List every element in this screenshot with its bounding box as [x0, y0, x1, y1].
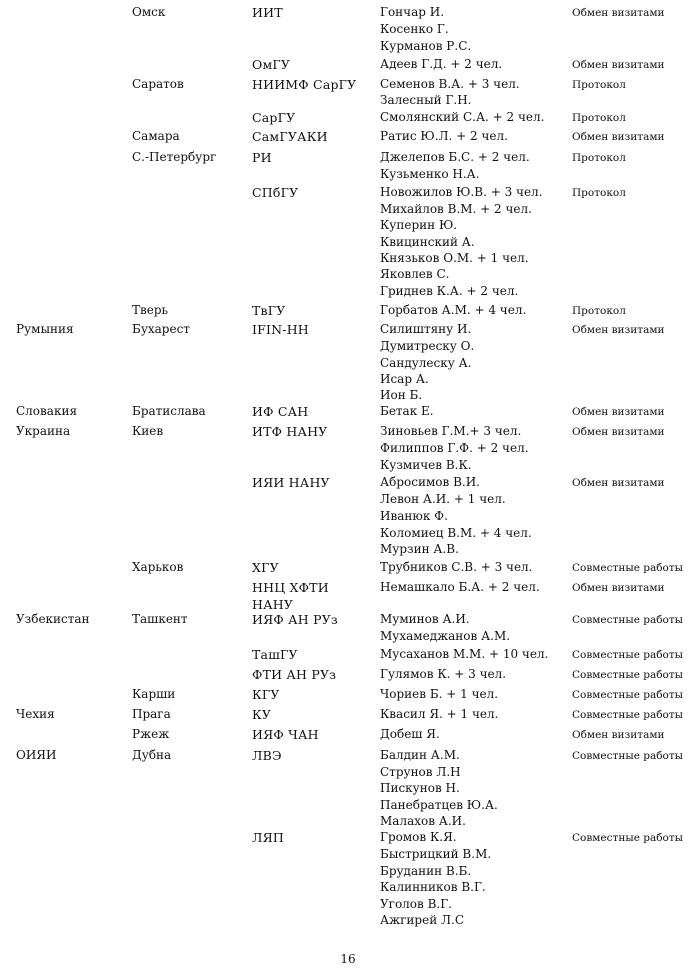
table-row: [0, 109, 696, 126]
collaboration-type-cell: Обмен визитами: [572, 7, 665, 19]
collaboration-type-cell: Обмен визитами: [572, 426, 665, 438]
table-row: [0, 780, 696, 797]
institute-cell: ИЯФ ЧАН: [252, 727, 319, 742]
person-cell: Новожилов Ю.В. + 3 чел.: [380, 185, 543, 199]
collaboration-type-cell: Обмен визитами: [572, 582, 665, 594]
person-cell: Горбатов А.М. + 4 чел.: [380, 303, 527, 317]
table-row: [0, 541, 696, 558]
person-cell: Думитреску О.: [380, 339, 475, 353]
table-row: [0, 92, 696, 109]
page-number: 16: [340, 952, 356, 966]
collaboration-type-cell: Протокол: [572, 152, 626, 164]
city-cell: Ташкент: [132, 612, 188, 626]
table-row: [0, 321, 696, 338]
person-cell: Залесный Г.Н.: [380, 93, 472, 107]
person-cell: Михайлов В.М. + 2 чел.: [380, 202, 532, 216]
table-row: [0, 387, 696, 404]
table-row: [0, 491, 696, 508]
person-cell: Князьков О.М. + 1 чел.: [380, 251, 529, 265]
institute-cell: КУ: [252, 707, 272, 722]
country-cell: Словакия: [16, 404, 78, 418]
person-cell: Муминов А.И.: [380, 612, 470, 626]
country-cell: Румыния: [16, 322, 74, 336]
table-row: [0, 726, 696, 743]
collaboration-type-cell: Совместные работы: [572, 562, 684, 574]
table-row: [0, 579, 696, 596]
person-cell: Силиштяну И.: [380, 322, 472, 336]
table-row: [0, 525, 696, 542]
institute-cell: IFIN-HH: [252, 322, 309, 337]
person-cell: Бетак Е.: [380, 404, 434, 418]
table-row: [0, 128, 696, 145]
collaboration-type-cell: Обмен визитами: [572, 477, 665, 489]
person-cell: Мурзин А.В.: [380, 542, 459, 556]
collaboration-type-cell: Совместные работы: [572, 689, 684, 701]
person-cell: Бруданин В.Б.: [380, 864, 472, 878]
city-cell: Тверь: [132, 303, 169, 317]
person-cell: Добеш Я.: [380, 727, 440, 741]
institute-cell: КГУ: [252, 687, 280, 702]
table-row: [0, 559, 696, 576]
collaboration-type-cell: Совместные работы: [572, 614, 684, 626]
person-cell: Балдин А.М.: [380, 748, 460, 762]
collaboration-type-cell: Совместные работы: [572, 750, 684, 762]
country-cell: Узбекистан: [16, 612, 90, 626]
table-row: [0, 764, 696, 781]
institute-cell: РИ: [252, 150, 272, 165]
city-cell: Карши: [132, 687, 176, 701]
table-row: [0, 217, 696, 234]
person-cell: Уголов В.Г.: [380, 897, 452, 911]
institute-cell: СПбГУ: [252, 185, 299, 200]
person-cell: Струнов Л.Н: [380, 765, 461, 779]
collaboration-type-cell: Обмен визитами: [572, 729, 665, 741]
table-row: [0, 813, 696, 830]
person-cell: Калинников В.Г.: [380, 880, 486, 894]
city-cell: Бухарест: [132, 322, 190, 336]
table-row: [0, 846, 696, 863]
collaboration-type-cell: Совместные работы: [572, 649, 684, 661]
table-row: [0, 403, 696, 420]
person-cell: Косенко Г.: [380, 22, 449, 36]
institute-cell: НИИМФ СарГУ: [252, 77, 357, 92]
person-cell: Зиновьев Г.М.+ 3 чел.: [380, 424, 522, 438]
table-row: [0, 21, 696, 38]
table-row: [0, 797, 696, 814]
table-row: [0, 896, 696, 913]
country-cell: ОИЯИ: [16, 748, 57, 762]
city-cell: Ржеж: [132, 727, 170, 741]
institute-cell: ЛЯП: [252, 830, 285, 845]
city-cell: Прага: [132, 707, 171, 721]
person-cell: Курманов Р.С.: [380, 39, 472, 53]
table-row: [0, 266, 696, 283]
person-cell: Абросимов В.И.: [380, 475, 480, 489]
person-cell: Яковлев С.: [380, 267, 450, 281]
city-cell: Киев: [132, 424, 164, 438]
person-cell: Трубников С.В. + 3 чел.: [380, 560, 533, 574]
table-row: [0, 457, 696, 474]
institute-cell: ИФ САН: [252, 404, 309, 419]
person-cell: Быстрицкий В.М.: [380, 847, 492, 861]
table-row: [0, 474, 696, 491]
institute-cell: ИЯИ НАНУ: [252, 475, 330, 490]
institute-cell: НАНУ: [252, 597, 294, 612]
institute-cell: ИТФ НАНУ: [252, 424, 328, 439]
person-cell: Филиппов Г.Ф. + 2 чел.: [380, 441, 529, 455]
table-row: [0, 628, 696, 645]
table-row: [0, 666, 696, 683]
table-row: [0, 56, 696, 73]
institute-cell: ННЦ ХФТИ: [252, 580, 329, 595]
institute-cell: ЛВЭ: [252, 748, 282, 763]
collaboration-type-cell: Обмен визитами: [572, 406, 665, 418]
table-row: [0, 250, 696, 267]
table-row: [0, 234, 696, 251]
table-row: [0, 879, 696, 896]
person-cell: Адеев Г.Д. + 2 чел.: [380, 57, 503, 71]
table-row: [0, 371, 696, 388]
collaboration-type-cell: Протокол: [572, 112, 626, 124]
institute-cell: ФТИ АН РУз: [252, 667, 337, 682]
table-row: [0, 149, 696, 166]
person-cell: Иванюк Ф.: [380, 509, 448, 523]
person-cell: Ион Б.: [380, 388, 423, 402]
table-row: [0, 338, 696, 355]
city-cell: Харьков: [132, 560, 184, 574]
institute-cell: ИЯФ АН РУз: [252, 612, 338, 627]
person-cell: Мухамеджанов А.М.: [380, 629, 511, 643]
table-row: [0, 863, 696, 880]
person-cell: Смолянский С.А. + 2 чел.: [380, 110, 545, 124]
person-cell: Исар А.: [380, 372, 429, 386]
city-cell: Омск: [132, 5, 166, 19]
person-cell: Кузьменко Н.А.: [380, 167, 480, 181]
person-cell: Мусаханов М.М. + 10 чел.: [380, 647, 549, 661]
person-cell: Малахов А.И.: [380, 814, 466, 828]
table-row: [0, 646, 696, 663]
person-cell: Ажгирей Л.С: [380, 913, 465, 927]
table-row: [0, 38, 696, 55]
person-cell: Гриднев К.А. + 2 чел.: [380, 284, 519, 298]
person-cell: Пискунов Н.: [380, 781, 460, 795]
table-row: [0, 508, 696, 525]
institute-cell: ОмГУ: [252, 57, 291, 72]
table-row: [0, 829, 696, 846]
collaboration-type-cell: Протокол: [572, 305, 626, 317]
city-cell: Дубна: [132, 748, 172, 762]
person-cell: Гончар И.: [380, 5, 445, 19]
institute-cell: СарГУ: [252, 110, 296, 125]
person-cell: Квасил Я. + 1 чел.: [380, 707, 499, 721]
table-row: [0, 302, 696, 319]
person-cell: Чориев Б. + 1 чел.: [380, 687, 499, 701]
person-cell: Сандулеску А.: [380, 356, 472, 370]
collaboration-type-cell: Протокол: [572, 187, 626, 199]
collaboration-type-cell: Совместные работы: [572, 669, 684, 681]
collaboration-type-cell: Обмен визитами: [572, 131, 665, 143]
person-cell: Коломиец В.М. + 4 чел.: [380, 526, 532, 540]
table-row: [0, 440, 696, 457]
city-cell: Саратов: [132, 77, 184, 91]
city-cell: С.-Петербург: [132, 150, 217, 164]
country-cell: Украина: [16, 424, 71, 438]
table-row: [0, 686, 696, 703]
institute-cell: ИИТ: [252, 5, 283, 20]
table-row: [0, 912, 696, 929]
institute-cell: ТвГУ: [252, 303, 286, 318]
table-row: [0, 166, 696, 183]
city-cell: Братислава: [132, 404, 206, 418]
collaboration-type-cell: Обмен визитами: [572, 59, 665, 71]
person-cell: Немашкало Б.А. + 2 чел.: [380, 580, 540, 594]
person-cell: Левон А.И. + 1 чел.: [380, 492, 506, 506]
city-cell: Самара: [132, 129, 180, 143]
person-cell: Громов К.Я.: [380, 830, 457, 844]
table-row: [0, 355, 696, 372]
table-row: [0, 76, 696, 93]
person-cell: Квицинский А.: [380, 235, 475, 249]
collaboration-type-cell: Протокол: [572, 79, 626, 91]
collaboration-type-cell: Совместные работы: [572, 709, 684, 721]
table-row: [0, 184, 696, 201]
table-row: [0, 423, 696, 440]
institute-cell: ХГУ: [252, 560, 279, 575]
table-row: [0, 747, 696, 764]
person-cell: Гулямов К. + 3 чел.: [380, 667, 507, 681]
table-row: [0, 4, 696, 21]
person-cell: Кузмичев В.К.: [380, 458, 472, 472]
person-cell: Семенов В.А. + 3 чел.: [380, 77, 520, 91]
table-row: [0, 611, 696, 628]
institute-cell: СамГУАКИ: [252, 129, 328, 144]
person-cell: Панебратцев Ю.А.: [380, 798, 498, 812]
person-cell: Ратис Ю.Л. + 2 чел.: [380, 129, 508, 143]
country-cell: Чехия: [16, 707, 55, 721]
collaboration-type-cell: Обмен визитами: [572, 324, 665, 336]
institute-cell: ТашГУ: [252, 647, 298, 662]
table-row: [0, 201, 696, 218]
table-row: [0, 706, 696, 723]
collaboration-type-cell: Совместные работы: [572, 832, 684, 844]
person-cell: Джелепов Б.С. + 2 чел.: [380, 150, 530, 164]
table-row: [0, 283, 696, 300]
person-cell: Куперин Ю.: [380, 218, 458, 232]
